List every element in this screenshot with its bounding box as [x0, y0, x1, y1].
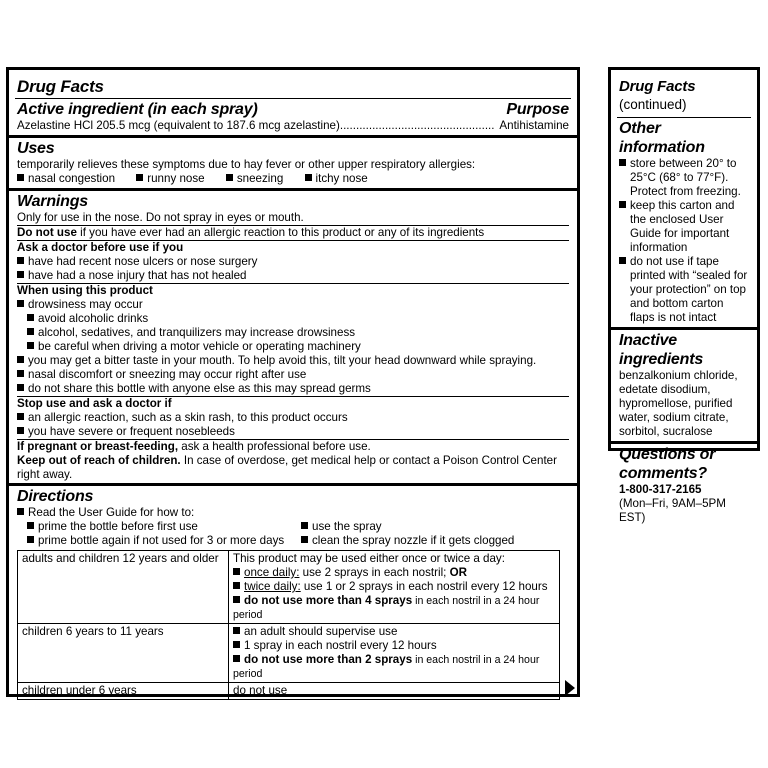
continued-title — [611, 70, 757, 117]
inactive-heading: Inactive ingredients — [619, 332, 704, 368]
directions-item: prime bottle again if not used for 3 or more days — [38, 534, 285, 547]
directions-item: prime the bottle before first use — [38, 520, 198, 533]
ask-doctor-item: have had recent nose ulcers or nose surgery — [28, 255, 258, 268]
continue-arrow-icon — [565, 680, 575, 696]
purpose-heading: Purpose — [506, 101, 569, 118]
warnings-section — [9, 191, 577, 483]
uses-item: sneezing — [236, 172, 284, 185]
keep-out-text: In case of overdose, get medical help or contact a Poison Control Center right away. — [17, 454, 557, 481]
drowsy-item: be careful when driving a motor vehicle or operating machinery — [38, 340, 361, 353]
ask-doctor-item: have had a nose injury that has not healed — [28, 269, 247, 282]
children-max-text: in each nostril in a 24 hour period — [233, 654, 540, 680]
do-not-use-text: if you have ever had an allergic reaction to this product or any of its ingredients — [76, 226, 485, 239]
warnings-heading: Warnings — [17, 193, 89, 210]
twice-daily-label: twice daily: — [244, 580, 301, 593]
adults-intro: This product may be used either once or twice a day: — [233, 552, 505, 565]
uses-item: itchy nose — [315, 172, 368, 185]
once-daily-label: once daily: — [244, 566, 300, 579]
or-label: OR — [449, 566, 467, 579]
other-info-section — [611, 118, 757, 327]
uses-item: nasal congestion — [28, 172, 116, 185]
when-using-item: do not share this bottle with anyone else as this may spread germs — [28, 382, 371, 395]
uses-item: runny nose — [147, 172, 205, 185]
age-cell: children 6 years to 11 years — [18, 624, 229, 683]
dose-cell — [229, 551, 560, 624]
drowsiness-item: drowsiness may occur — [28, 298, 143, 311]
continued-title-bold: Drug Facts — [619, 78, 696, 95]
when-using-item: you may get a bitter taste in your mouth. To help avoid this, tilt your head downward while spraying. — [28, 354, 537, 367]
directions-item: clean the spray nozzle if it gets clogged — [312, 534, 515, 547]
purpose-text: Antihistamine — [499, 119, 569, 132]
dosage-table — [17, 550, 560, 700]
inactive-section — [611, 330, 757, 441]
directions-item: use the spray — [312, 520, 382, 533]
stop-use-item: you have severe or frequent nosebleeds — [28, 425, 235, 438]
other-info-item: keep this carton and the enclosed User Guide for important information — [630, 199, 735, 254]
uses-list — [17, 172, 569, 186]
stop-use-heading: Stop use and ask a doctor if — [17, 397, 172, 410]
age-cell: children under 6 years — [18, 683, 229, 700]
when-using-heading: When using this product — [17, 284, 153, 297]
continued-title-rest: (continued) — [619, 97, 687, 112]
drowsy-item: alcohol, sedatives, and tranquilizers may increase drowsiness — [38, 326, 356, 339]
dose-cell — [229, 624, 560, 683]
active-ingredient-section — [9, 99, 577, 135]
panel-title: Drug Facts — [17, 77, 104, 96]
directions-section — [9, 486, 577, 702]
table-row — [18, 624, 560, 683]
questions-heading: Questions or comments? — [619, 446, 716, 482]
drowsy-item: avoid alcoholic drinks — [38, 312, 149, 325]
active-ingredient-heading: Active ingredient (in each spray) — [17, 101, 258, 118]
children-item: an adult should supervise use — [244, 625, 398, 638]
inactive-text: benzalkonium chloride, edetate disodium, hypromellose, purified water, sodium citrate, sorbitol, sucralose — [619, 369, 738, 438]
title-section — [9, 70, 577, 98]
dose-cell: do not use — [229, 683, 560, 700]
other-info-item: store between 20° to 25°C (68° to 77°F). Protect from freezing. — [630, 157, 741, 198]
children-item: 1 spray in each nostril every 12 hours — [244, 639, 437, 652]
do-not-use-label: Do not use — [17, 226, 77, 239]
active-ingredient-text: Azelastine HCl 205.5 mcg (equivalent to 187.6 mcg azelastine)................................................ — [17, 119, 495, 132]
table-row — [18, 551, 560, 624]
keep-out-line — [17, 454, 569, 482]
children-max-bold: do not use more than 2 sprays — [244, 653, 413, 666]
phone-number: 1-800-317-2165 — [619, 483, 702, 496]
directions-intro: Read the User Guide for how to: — [28, 506, 195, 519]
age-cell: adults and children 12 years and older — [18, 551, 229, 624]
keep-out-label: Keep out of reach of children. — [17, 454, 181, 467]
when-using-item: nasal discomfort or sneezing may occur right after use — [28, 368, 307, 381]
uses-intro: temporarily relieves these symptoms due to hay fever or other upper respiratory allergies: — [17, 158, 476, 171]
uses-heading: Uses — [17, 140, 55, 157]
drug-facts-continued-panel — [608, 67, 760, 524]
other-info-heading: Other information — [619, 120, 705, 156]
ask-doctor-heading: Ask a doctor before use if you — [17, 241, 184, 254]
stop-use-item: an allergic reaction, such as a skin rash, to this product occurs — [28, 411, 348, 424]
pregnant-text: ask a health professional before use. — [178, 440, 371, 453]
directions-heading: Directions — [17, 488, 94, 505]
table-row — [18, 683, 560, 700]
other-info-item: do not use if tape printed with “sealed for your protection” on top and bottom carton flaps is not intact — [630, 255, 748, 324]
adults-max-bold: do not use more than 4 sprays — [244, 594, 413, 607]
pregnant-line — [17, 440, 569, 454]
twice-daily-text: use 1 or 2 sprays in each nostril every 12 hours — [300, 580, 548, 593]
pregnant-label: If pregnant or breast-feeding, — [17, 440, 179, 453]
adults-max-text: in each nostril in a 24 hour period — [233, 595, 540, 621]
warnings-line: Only for use in the nose. Do not spray in eyes or mouth. — [17, 211, 304, 224]
once-daily-text: use 2 sprays in each nostril; — [299, 566, 450, 579]
do-not-use-line — [17, 226, 569, 240]
uses-section — [9, 138, 577, 188]
drug-facts-panel — [6, 67, 580, 697]
hours-text: (Mon–Fri, 9AM–5PM EST) — [619, 497, 726, 524]
questions-section — [611, 444, 757, 527]
